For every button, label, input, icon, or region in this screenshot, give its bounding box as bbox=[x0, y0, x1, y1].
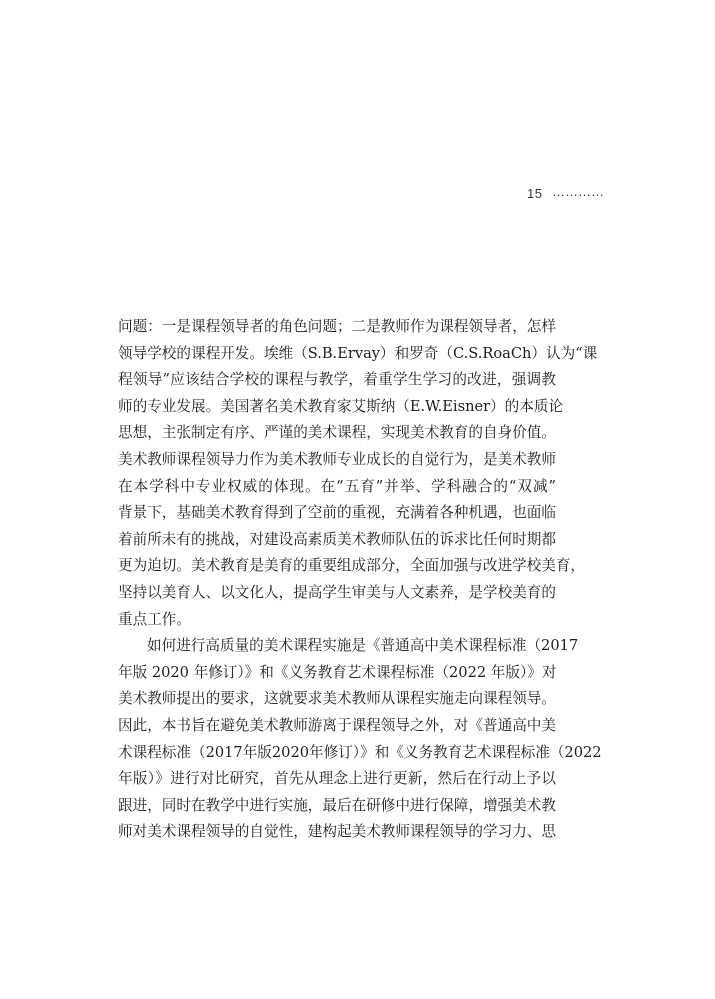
text-line: 年版 2020 年修订）》和《义务教育艺术课程标准（2022 年版）》对 bbox=[118, 663, 557, 681]
text-line: 美术教师课程领导力作为美术教师专业成长的自觉行为，是美术教师 bbox=[118, 450, 556, 468]
text-line: 因此，本书旨在避免美术教师游离于课程领导之外，对《普通高中美 bbox=[118, 716, 556, 734]
text-line: 着前所未有的挑战，对建设高素质美术教师队伍的诉求比任何时期都 bbox=[118, 530, 556, 548]
text-line: 师对美术课程领导的自觉性，建构起美术教师课程领导的学习力、思 bbox=[118, 823, 556, 841]
text-line: 术课程标准（2017年版2020年修订）》和《义务教育艺术课程标准（2022 bbox=[118, 743, 602, 761]
text-line: 问题：一是课程领导者的角色问题；二是教师作为课程领导者，怎样 bbox=[118, 318, 556, 335]
text-line: 重点工作。 bbox=[118, 610, 191, 628]
text-line: 在本学科中专业权威的体现。在“五育”并举、学科融合的“双减” bbox=[118, 477, 556, 495]
paragraph bbox=[118, 633, 602, 846]
page-number: 15 bbox=[527, 186, 543, 201]
text-line: 跟进，同时在教学中进行实施，最后在研修中进行保障，增强美术教 bbox=[118, 796, 556, 814]
text-line: 更为迫切。美术教育是美育的重要组成部分，全面加强与改进学校美育， bbox=[118, 557, 586, 575]
text-line: 美术教师提出的要求，这就要求美术教师从课程实施走向课程领导。 bbox=[118, 690, 556, 708]
text-line: 如何进行高质量的美术课程实施是《普通高中美术课程标准（2017 bbox=[147, 637, 579, 655]
text-line: 年版）》进行对比研究，首先从理念上进行更新，然后在行动上予以 bbox=[118, 770, 556, 788]
text-line: 坚持以美育人、以文化人，提高学生审美与人文素养，是学校美育的 bbox=[118, 583, 556, 601]
text-line: 领导学校的课程开发。埃维（S.B.Ervay）和罗奇（C.S.RoaCh）认为“课 bbox=[118, 344, 598, 362]
paragraph bbox=[118, 314, 598, 633]
body-text bbox=[118, 314, 602, 846]
text-line: 思想，主张制定有序、严谨的美术课程，实现美术教育的自身价值。 bbox=[118, 424, 556, 442]
text-line: 程领导”应该结合学校的课程与教学，着重学生学习的改进，强调教 bbox=[118, 371, 556, 389]
header-dots: ………… bbox=[552, 184, 604, 199]
text-line: 师的专业发展。美国著名美术教育家艾斯纳（E.W.Eisner）的本质论 bbox=[118, 397, 564, 415]
text-line: 背景下，基础美术教育得到了空前的重视，充满着各种机遇，也面临 bbox=[118, 504, 556, 522]
